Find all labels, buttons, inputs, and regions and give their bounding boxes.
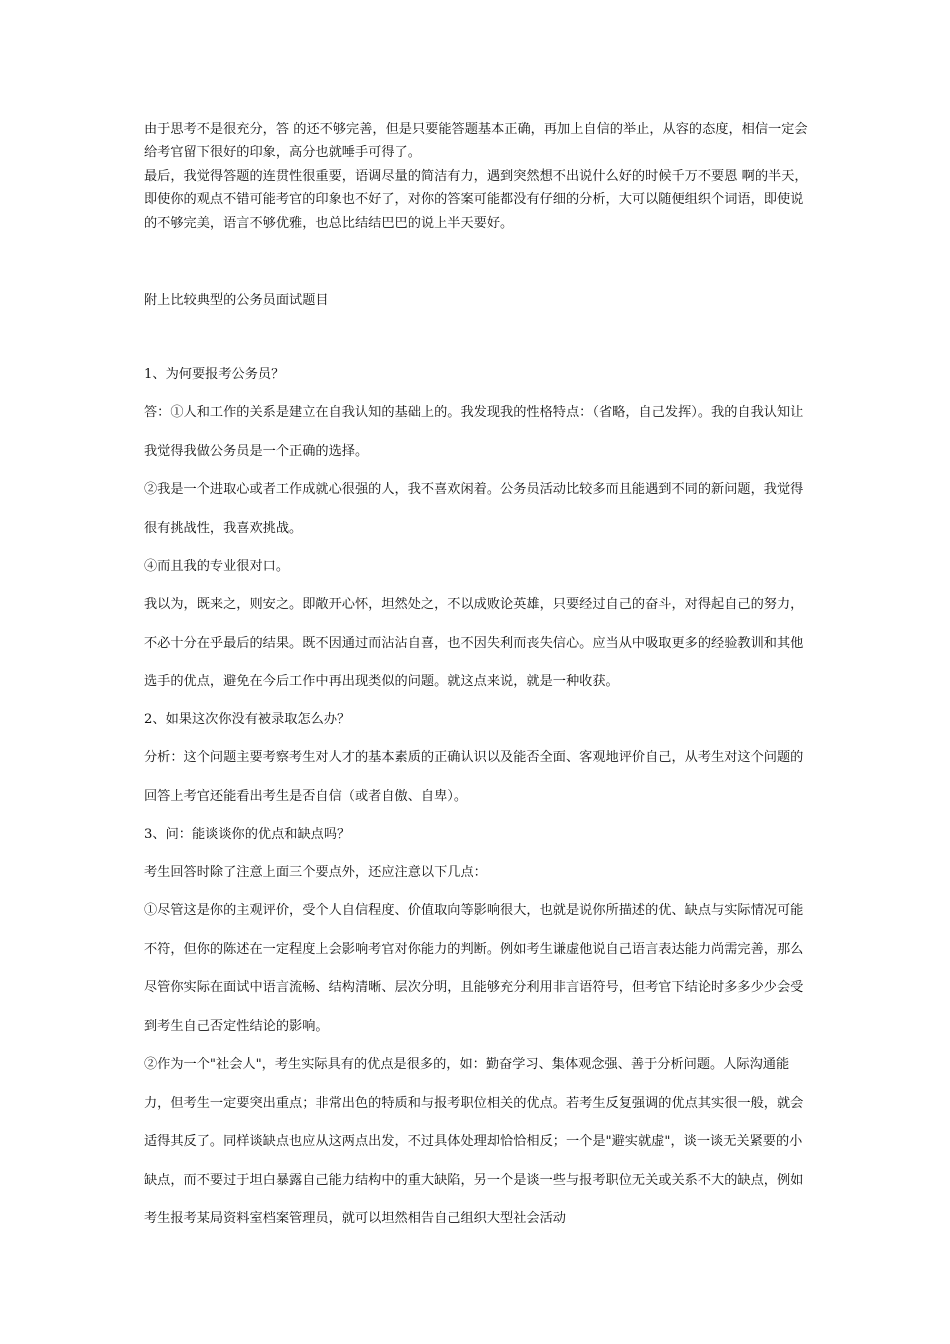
answer-2-paragraph-1: 分析：这个问题主要考察考生对人才的基本素质的正确认识以及能否全面、客观地评价自己，从考生对这个问题的回答上考官还能看出考生是否自信（或者自傲、自卑）。 (144, 750, 804, 804)
answer-3-paragraph-2: ①尽管这是你的主观评价，受个人自信程度、价值取向等影响很大，也就是说你所描述的优、缺点与实际情况可能不符，但你的陈述在一定程度上会影响考官对你能力的判断。例如考生谦虚他说自己语言表达能力尚需完善，那么尽管你实际在面试中语言流畅、结构清晰、层次分明，且能够充分利用非言语符号，但考官下结论时多多少少会受到考生自己否定性结论的影响。 (144, 903, 804, 1034)
answer-1-paragraph-2: ②我是一个进取心或者工作成就心很强的人，我不喜欢闲着。公务员活动比较多而且能遇到不同的新问题，我觉得很有挑战性，我喜欢挑战。 (144, 482, 804, 536)
question-2: 2、如果这次你没有被录取怎么办？ (144, 712, 351, 727)
section-heading: 附上比较典型的公务员面试题目 (144, 293, 329, 308)
question-3: 3、问：能谈谈你的优点和缺点吗？ (144, 827, 351, 842)
answer-3-paragraph-3: ②作为一个"社会人"，考生实际具有的优点是很多的，如：勤奋学习、集体观念强、善于分析问题。人际沟通能力，但考生一定要突出重点；非常出色的特质和与报考职位相关的优点。若考生反复强调的优点其实很一般，就会适得其反了。同样谈缺点也应从这两点出发，不过具体处理却恰恰相反；一个是"避实就虚"，谈一谈无关紧要的小缺点，而不要过于坦白暴露自己能力结构中的重大缺陷，另一个是谈一些与报考职位无关或关系不大的缺点，例如考生报考某局资料室档案管理员，就可以坦然相告自己组织大型社会活动 (144, 1057, 804, 1226)
answer-1-paragraph-1: 答：①人和工作的关系是建立在自我认知的基础上的。我发现我的性格特点：（省略，自己发挥）。我的自我认知让我觉得我做公务员是一个正确的选择。 (144, 405, 804, 459)
intro-paragraph-2: 最后，我觉得答题的连贯性很重要，语调尽量的简洁有力，遇到突然想不出说什么好的时候千万不要恩 啊的半天，即使你的观点不错可能考官的印象也不好了，对你的答案可能都没有仔细的分析，大可以随便组织个词语，即使说的不够完美，语言不够优雅，也总比结结巴巴的说上半天要好。 (144, 169, 808, 231)
answer-1-paragraph-3: ④而且我的专业很对口。 (144, 559, 290, 574)
question-1: 1、为何要报考公务员？ (144, 367, 285, 382)
answer-1-paragraph-4: 我以为，既来之，则安之。即敞开心怀，坦然处之，不以成败论英雄，只要经过自己的奋斗，对得起自己的努力，不必十分在乎最后的结果。既不因通过而沾沾自喜，也不因失利而丧失信心。应当从中吸取更多的经验教训和其他选手的优点，避免在今后工作中再出现类似的问题。就这点来说，就是一种收获。 (144, 597, 804, 689)
intro-paragraph-1: 由于思考不是很充分，答 的还不够完善，但是只要能答题基本正确，再加上自信的举止，从容的态度，相信一定会给考官留下很好的印象，高分也就唾手可得了。 (144, 122, 808, 161)
answer-3-paragraph-1: 考生回答时除了注意上面三个要点外，还应注意以下几点： (144, 865, 487, 880)
